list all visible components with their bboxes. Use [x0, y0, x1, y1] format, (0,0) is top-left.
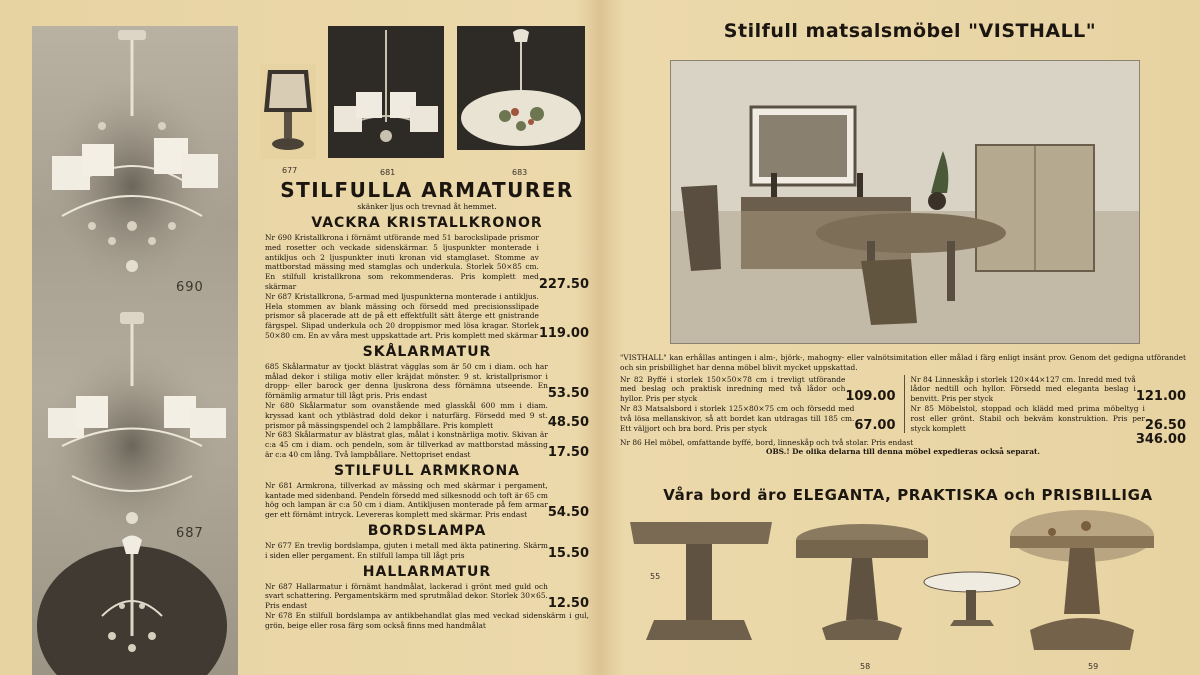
product-description: Nr 690 Kristallkrona i förnämt utförande med 51 barockslipade prismor med rosetter och veckade sidenskärmar. 5 ljuspunkter monterade i antikljus och 2 ljuspunkter inuti kronan vid stamglaset. Stomme av mattborstad mässing med stamglas och underkula. Storlek 50×85 cm. En stilfull kristallkrona som rekommenderas. Pris komplett med skärmar	[265, 233, 539, 291]
page-subtitle: skänker ljus och trevnad åt hemmet.	[357, 202, 497, 211]
table-lamp-illustration	[260, 64, 316, 159]
chandelier-690-label: 690	[176, 280, 204, 295]
product-entry	[911, 404, 1187, 433]
thumbnail-number-683: 683	[512, 168, 528, 177]
section-kristallkronor	[265, 215, 589, 341]
product-price: 12.50	[547, 595, 589, 611]
product-price: 54.50	[547, 504, 589, 520]
product-entry	[265, 611, 589, 631]
table-58-illustration	[796, 524, 928, 640]
product-description: Nr 687 Hallarmatur i förnämt handmålat, lackerad i grönt med guld och svart schattering. Pergamentskärm med sprutmålad dekor. Storlek 30×65. Pris endast	[265, 581, 548, 611]
product-price: 121.00	[1135, 388, 1186, 404]
product-entry-full-set	[620, 433, 1186, 447]
product-description: Nr 680 Skålarmatur som ovanstående med glasskål 600 mm i diam. kryssad kant och ytblästrad dold dekor i naturfärg. Försedd med 9 st. prismor på mässingspendel och 2 lampbållare. Pris komplett	[265, 400, 548, 430]
table-number-59: 59	[1088, 662, 1099, 671]
chandeliers-illustration	[32, 26, 238, 675]
tables-heading: Våra bord äro ELEGANTA, PRAKTISKA och PRISBILLIGA	[663, 486, 1153, 504]
table-number-58: 58	[860, 662, 871, 671]
dining-room-illustration	[671, 61, 1139, 343]
section-heading: BORDSLAMPA	[367, 522, 487, 539]
thumbnail-table-lamp	[260, 64, 316, 159]
chandelier-687-illustration	[37, 312, 227, 556]
thumbnail-number-681: 681	[380, 168, 396, 177]
bowl-lamp-illustration	[457, 26, 585, 150]
price-column-2	[904, 375, 1187, 434]
product-entry	[620, 375, 896, 404]
product-entry	[265, 233, 589, 292]
product-entry	[620, 404, 896, 433]
product-description: Nr 683 Skålarmatur av blästrat glas, målat i konstnärliga motiv. Skivan är c:a 45 cm i diam. och pendeln, som är tillverkad av mattborstad mässing är c:a 40 cm lång. Två lampbållare. Nettopriset endast	[265, 430, 548, 459]
intro-text: "VISTHALL" kan erhållas antingen i alm-, björk-, mahogny- eller valnötsimitation eller målad i färg enligt insänt prov. Genom det gedigna utförandet och sin prisbillighet har denna möbel blivit mycket uppskattad.	[620, 353, 1186, 372]
armkrona-illustration	[328, 26, 444, 158]
product-description: Nr 86 Hel möbel, omfattande byffé, bord, linneskåp och två stolar. Pris endast	[620, 437, 914, 447]
furniture-text	[620, 353, 1186, 457]
page-title: STILFULLA ARMATURER	[280, 178, 574, 202]
chandelier-690-illustration	[37, 30, 227, 301]
chandelier-photo-strip	[32, 26, 238, 675]
product-description: Nr 82 Byffé i storlek 150×50×78 cm i trevligt utförande med beslag och praktisk inredning med två lådor och hyllor. Pris per styck	[620, 374, 846, 404]
product-price: 17.50	[547, 444, 589, 460]
product-price: 119.00	[538, 325, 589, 341]
product-price: 346.00	[1135, 432, 1186, 448]
product-price: 227.50	[538, 276, 589, 292]
section-heading: HALLARMATUR	[362, 563, 492, 580]
section-heading: STILFULL ARMKRONA	[333, 462, 521, 479]
product-price: 53.50	[547, 385, 589, 401]
dining-room-photo	[670, 60, 1140, 344]
chandelier-bowl-illustration	[37, 536, 227, 675]
lighting-text-column	[265, 178, 589, 631]
product-price: 109.00	[845, 388, 896, 404]
section-heading: SKÅLARMATUR	[362, 343, 492, 360]
product-price: 26.50	[1144, 418, 1186, 434]
product-description: Nr 83 Matsalsbord i storlek 125×80×75 cm och försedd med två lösa mellanskivor, så att bordet kan utdragas till 185 cm. Ett väljjort och bra bord. Pris per styck	[620, 403, 855, 433]
product-price: 67.00	[854, 418, 896, 434]
section-bordslampa	[265, 523, 589, 561]
section-hallarmatur	[265, 564, 589, 631]
product-description: Nr 677 En trevlig bordslampa, gjuten i metall med äkta patinering. Skärm i siden eller pergament. En stilfull lampa till lågt pris	[265, 540, 548, 560]
note-text: OBS.! De olika delarna till denna möbel expedieras också separat.	[766, 447, 1040, 457]
thumbnail-bowl-lamp	[457, 26, 585, 150]
table-55-illustration	[630, 522, 772, 640]
product-entry	[265, 362, 589, 401]
product-entry	[265, 430, 589, 459]
product-entry	[265, 401, 589, 430]
product-description: 685 Skålarmatur av tjockt blästrat vägglas som är 50 cm i diam. och har målad dekor i stiliga motiv eller kräjdat mönster. 9 st. kristallprismor i dropp- eller barock ger denna ljuskrona dess förnämna utseende. En förnämlig armatur till lågt pris. Pris endast	[265, 361, 548, 401]
product-description: Nr 681 Armkrona, tillverkad av mässing och med skärmar i pergament, kantade med sidenband. Pendeln försedd med silkesnodd och toft är 65 cm hög och lampan är c:a 50 cm i diam. Antikljusen monterade på fem armar ger ett förnämt intryck. Levereras komplett med skärmar. Pris endast	[265, 480, 548, 520]
product-entry	[911, 375, 1187, 404]
product-price: 48.50	[547, 415, 589, 431]
thumbnail-number-677: 677	[282, 166, 298, 175]
right-page	[600, 0, 1200, 675]
product-description: Nr 687 Kristallkrona, 5-armad med ljuspunkterna monterade i antikljus. Hela stommen av blank mässing och försedd med precisionsslipade prismor så placerade att de på ett effektfullt sätt återge ett gnistrande färgspel. Slipad underkula och 20 droppismor med lösa kragar. Storlek 50×80 cm. En av våra mest uppskattade art. Pris komplett med skärmar	[265, 291, 539, 340]
product-entry	[265, 481, 589, 520]
furniture-price-columns	[620, 375, 1186, 434]
product-description: Nr 84 Linneskåp i storlek 120×44×127 cm. Inredd med två lådor nedtill och hyllor. Försedd med eleganta beslag i benvitt. Pris per styck	[910, 374, 1136, 404]
table-number-55: 55	[650, 572, 661, 581]
price-column-1	[620, 375, 896, 434]
small-table-illustration	[924, 572, 1020, 626]
table-59-illustration	[1010, 510, 1154, 650]
chandelier-687-label: 687	[176, 526, 204, 541]
product-description: Nr 678 En stilfull bordslampa av antikbehandlat glas med veckad sidenskärm i gul, grön, beige eller rosa färg som också finns med handmålat	[265, 610, 589, 630]
section-armkrona	[265, 463, 589, 520]
page-title: Stilfull matsalsmöbel "VISTHALL"	[723, 20, 1097, 42]
product-entry	[265, 582, 589, 611]
thumbnail-armkrona	[328, 26, 444, 158]
product-price: 15.50	[547, 545, 589, 561]
section-heading: VACKRA KRISTALLKRONOR	[311, 215, 543, 231]
section-skalarmatur	[265, 344, 589, 460]
product-entry	[265, 541, 589, 561]
product-entry	[265, 292, 589, 341]
product-description: Nr 85 Möbelstol, stoppad och klädd med prima möbeltyg i rost eller grönt. Stabil och bekväm konstruktion. Pris per styck komplett	[910, 403, 1145, 433]
